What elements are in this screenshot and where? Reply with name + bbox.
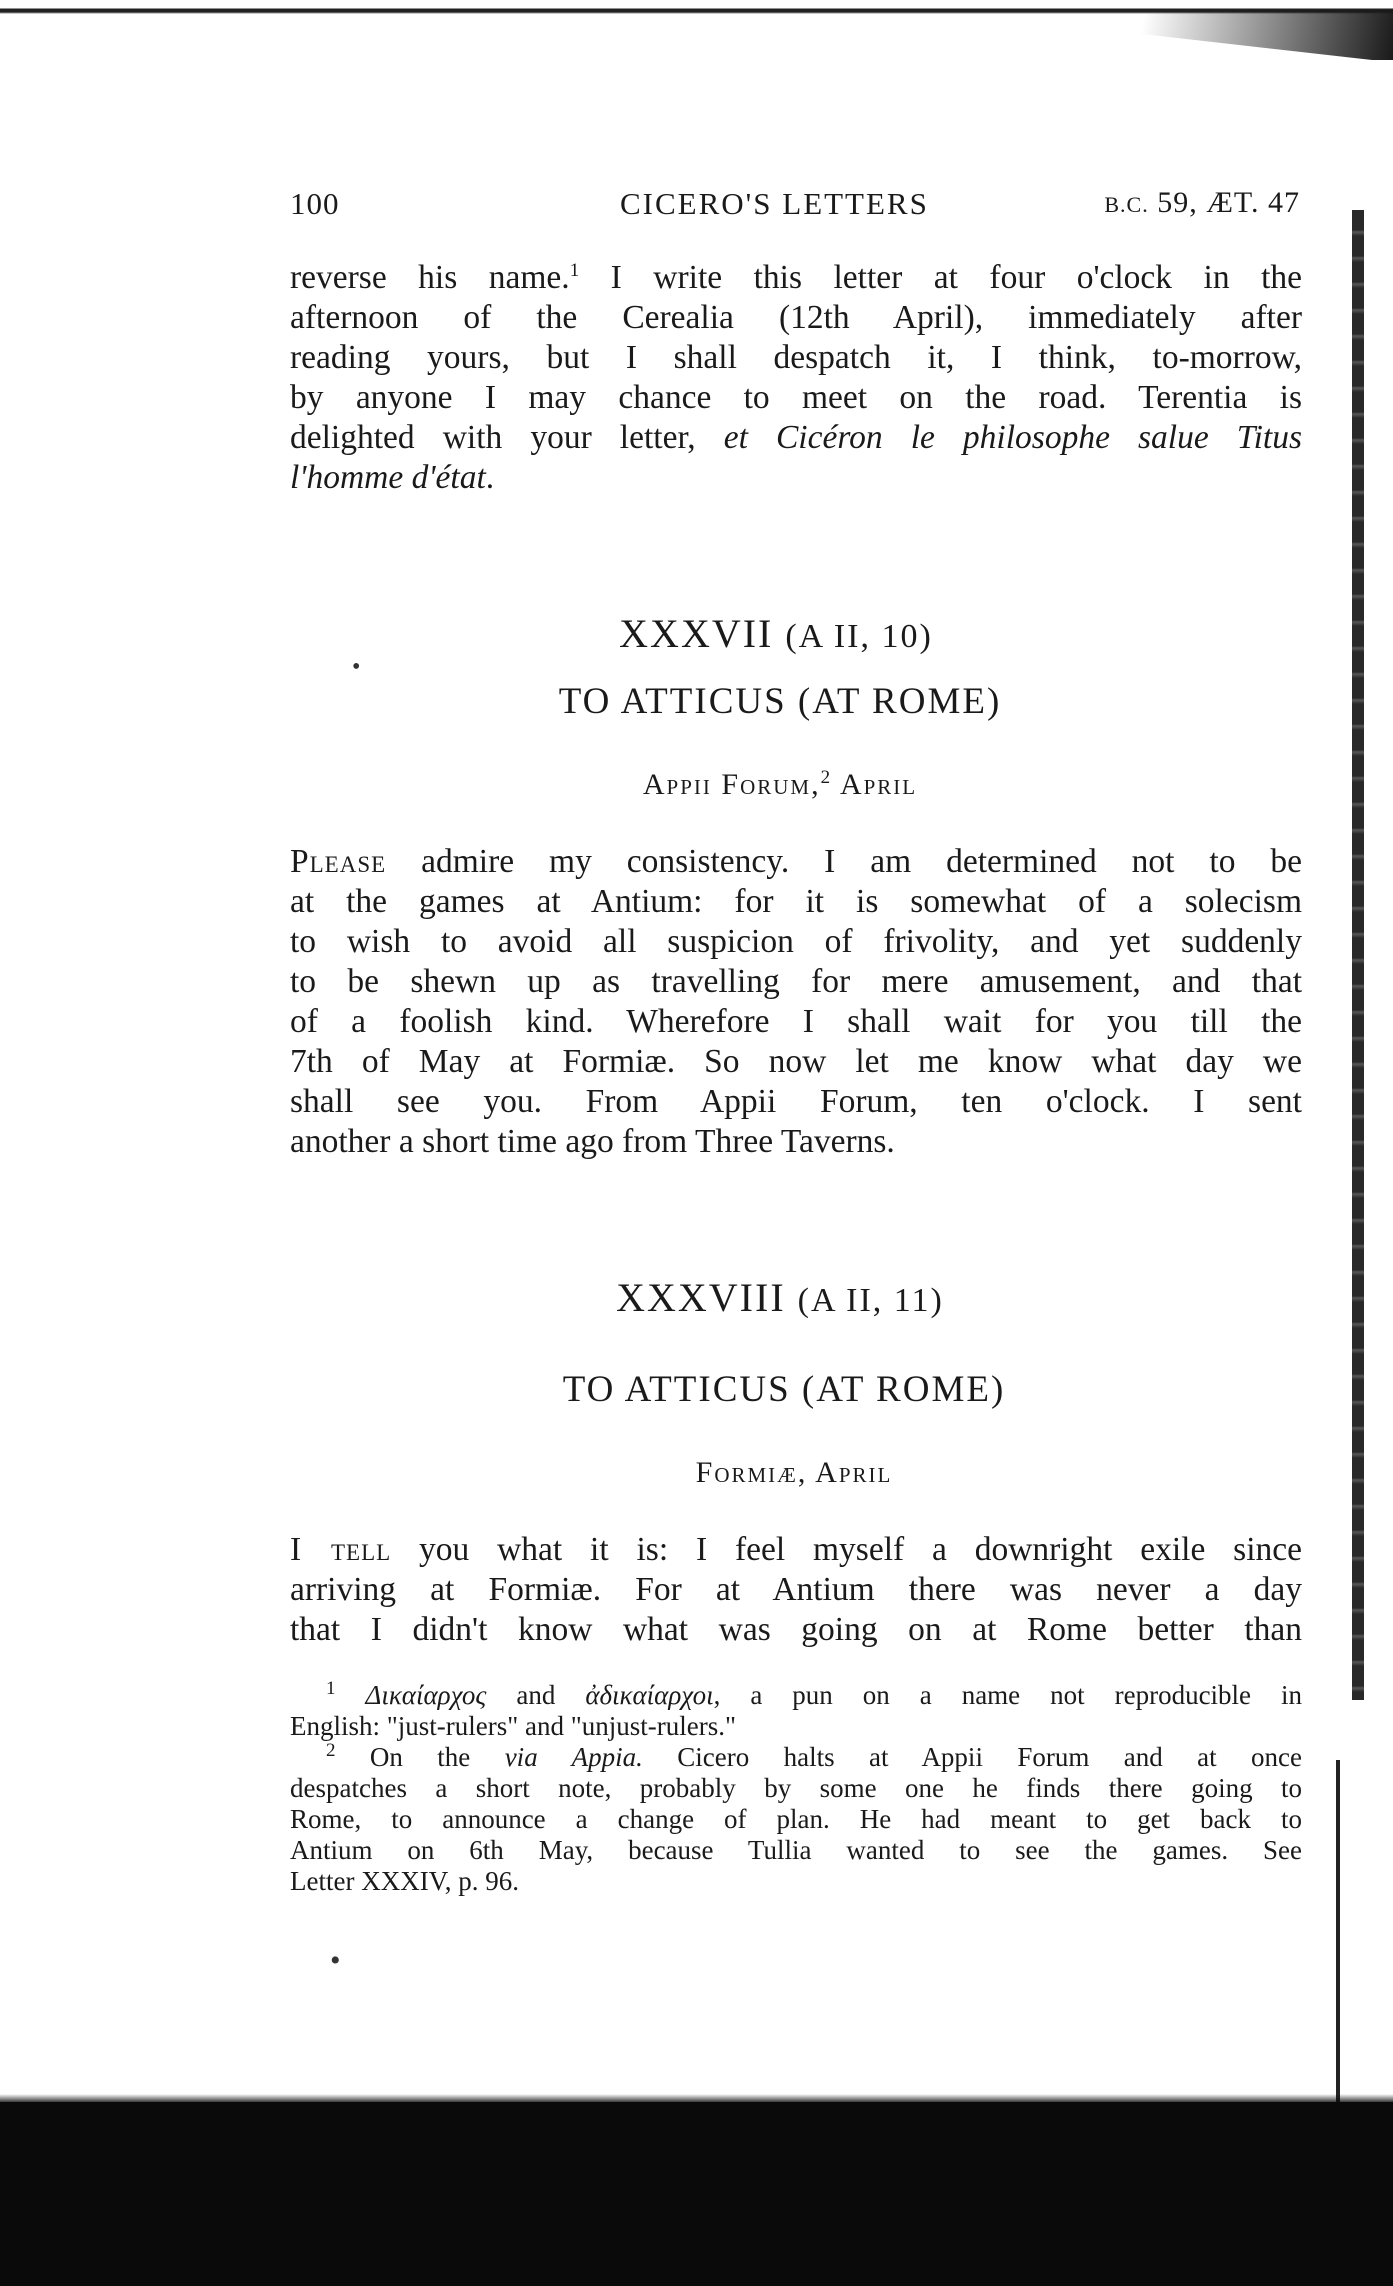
letter-38-body bbox=[290, 1530, 1302, 1650]
text-line: reverse his name.$^1$ I write this letter at four o'clock in the bbox=[290, 259, 1302, 296]
date-rest: 59, ÆT. 47 bbox=[1148, 186, 1300, 219]
note-ref: 1 bbox=[569, 259, 580, 281]
letter-37-number: XXXVII (A II, 10) bbox=[619, 611, 933, 656]
running-head bbox=[290, 186, 1310, 226]
text-line: shall see you. From Appii Forum, ten o'clock. I sent bbox=[290, 1083, 1302, 1120]
text-line: I tell you what it is: I feel myself a downright exile since bbox=[290, 1531, 1302, 1568]
page-number: 100 bbox=[290, 186, 340, 221]
footnote-2: $^2$ On the via Appia. Cicero halts at Appii Forum and at once bbox=[326, 1740, 1303, 1772]
text-line: l'homme d'état. bbox=[290, 459, 495, 496]
text-line: of a foolish kind. Wherefore I shall wait for you till the bbox=[290, 1003, 1302, 1040]
footnote-2-line: Letter XXXIV, p. 96. bbox=[290, 1866, 519, 1896]
text-line: arriving at Formiæ. For at Antium there was never a day bbox=[290, 1571, 1302, 1608]
letter-38-recipient: TO ATTICUS (AT ROME) bbox=[562, 1369, 1006, 1410]
letter-37-place: Appii Forum,$^2$ April bbox=[642, 767, 918, 801]
scan-top-edge bbox=[0, 0, 1393, 60]
letter-38-place: Formiæ, April bbox=[695, 1456, 893, 1489]
text-line: reading yours, but I shall despatch it, I think, to-morrow, bbox=[290, 339, 1302, 376]
footnote-1-line: English: "just-rulers" and "unjust-rulers." bbox=[290, 1711, 737, 1741]
text-line: at the games at Antium: for it is somewhat of a solecism bbox=[290, 883, 1302, 920]
letter-37-body bbox=[290, 842, 1302, 1162]
letter-38-number: XXXVIII (A II, 11) bbox=[616, 1275, 944, 1320]
text-line: 7th of May at Formiæ. So now let me know what day we bbox=[290, 1043, 1302, 1080]
text-line: afternoon of the Cerealia (12th April), immediately after bbox=[290, 299, 1302, 336]
text-line: by anyone I may chance to meet on the road. Terentia is bbox=[290, 379, 1302, 416]
running-date bbox=[1104, 186, 1300, 220]
footnote-2-line: Antium on 6th May, because Tullia wanted to see the games. See bbox=[290, 1835, 1302, 1865]
letter-37-recipient: TO ATTICUS (AT ROME) bbox=[558, 681, 1002, 722]
text-line: Please admire my consistency. I am determined not to be bbox=[290, 843, 1302, 880]
footnote-2-line: Rome, to announce a change of plan. He had meant to get back to bbox=[290, 1804, 1302, 1834]
text-line: to be shewn up as travelling for mere amusement, and that bbox=[290, 963, 1302, 1000]
text-line: that I didn't know what was going on at Rome better than bbox=[290, 1611, 1302, 1648]
continuation-paragraph bbox=[290, 258, 1302, 498]
text-line: to wish to avoid all suspicion of frivolity, and yet suddenly bbox=[290, 923, 1302, 960]
scan-speck: • bbox=[352, 654, 361, 680]
scan-right-edge bbox=[1352, 210, 1364, 1700]
footnote-2-line: despatches a short note, probably by some one he finds there going to bbox=[290, 1773, 1302, 1803]
scan-speck: • bbox=[330, 1944, 341, 1977]
date-prefix: B.C. bbox=[1104, 192, 1149, 217]
note-ref: 2 bbox=[820, 767, 833, 788]
text-line: delighted with your letter, et Cicéron le philosophe salue Titus bbox=[290, 419, 1302, 456]
footnotes bbox=[290, 1680, 1302, 1897]
scan-bottom-edge bbox=[0, 2102, 1393, 2286]
footnote-1: $^1$ Δικαίαρχος and ἀδικαίαρχοι, a pun on a name not reproducible in bbox=[326, 1678, 1303, 1710]
text-line: another a short time ago from Three Taverns. bbox=[290, 1123, 895, 1160]
running-title: CICERO'S LETTERS bbox=[620, 186, 929, 221]
